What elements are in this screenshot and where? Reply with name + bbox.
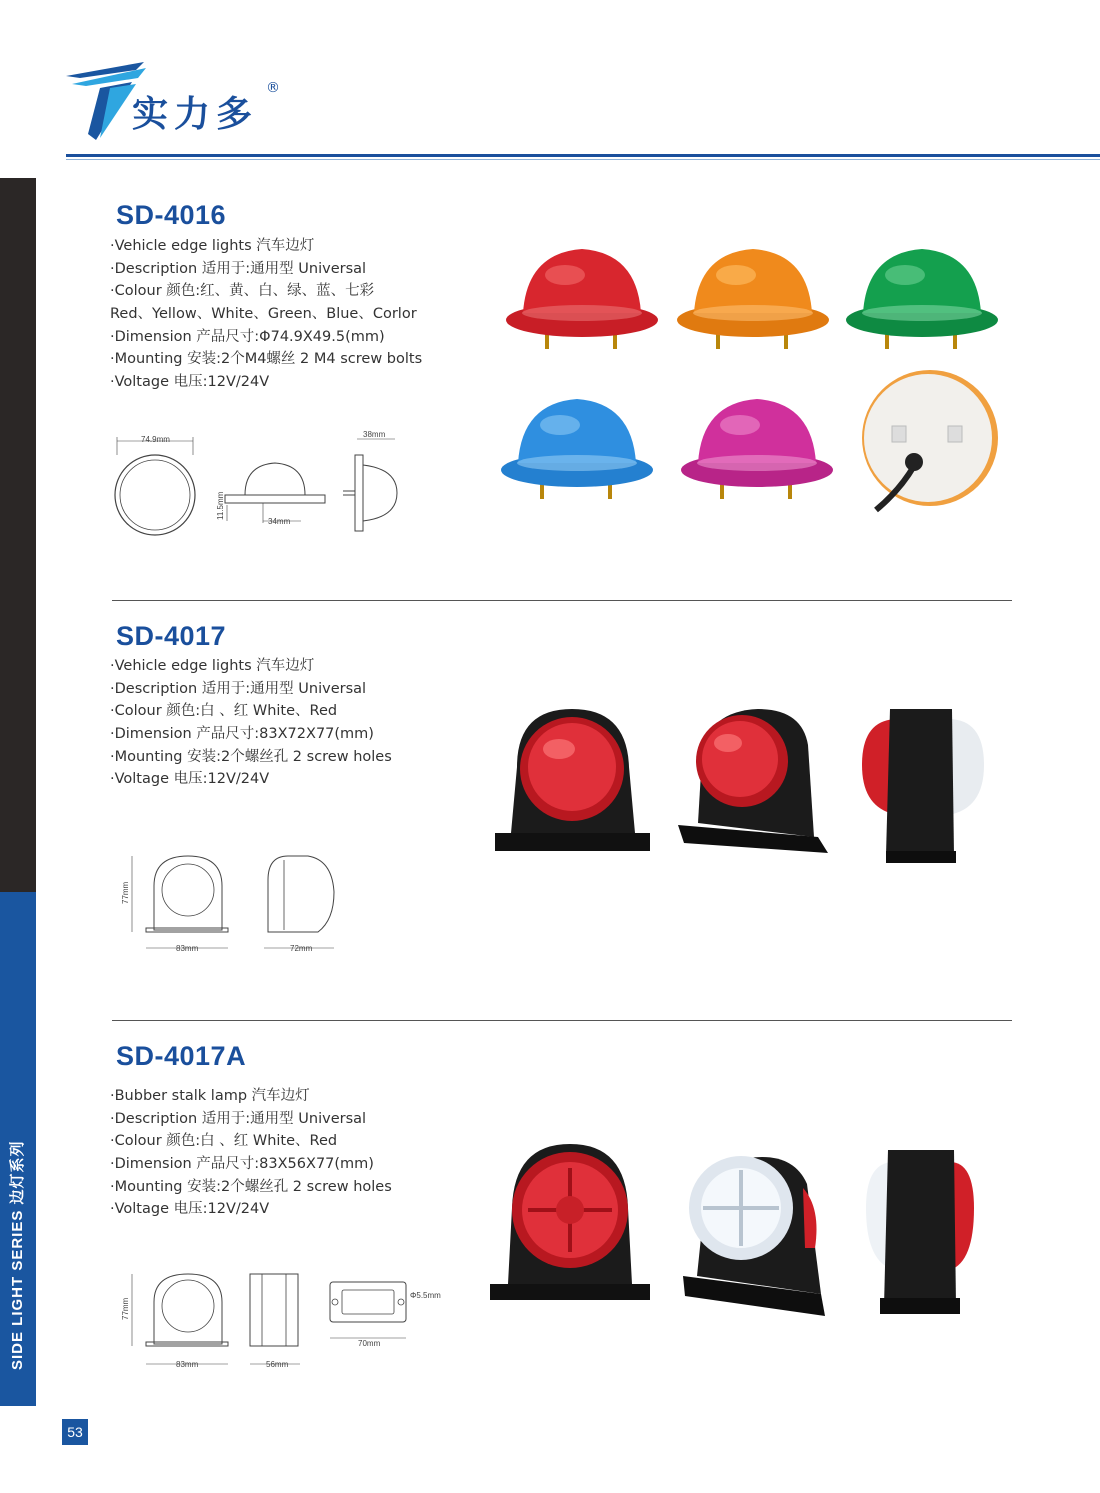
spec-line: ·Bubber stalk lamp 汽车边灯 (110, 1088, 310, 1104)
dimension-label: 74.9mm (141, 435, 170, 444)
spec-line: ·Colour 颜色:白 、红 White、Red (110, 1133, 338, 1150)
spec-line: ·Vehicle edge lights 汽车边灯 (110, 238, 315, 254)
spec-line: ·Colour 颜色:白 、红 White、Red (110, 703, 338, 720)
magenta-dome-lamp-photo (680, 395, 835, 505)
dimension-label: 83mm (176, 944, 199, 953)
dimension-label: 11.5mm (216, 491, 225, 520)
spec-line: ·Voltage 电压:12V/24V (110, 771, 270, 788)
spec-line: ·Voltage 电压:12V/24V (110, 1201, 270, 1218)
spec-line: ·Dimension 产品尺寸:83X72X77(mm) (110, 726, 374, 743)
section-divider (112, 1020, 1012, 1021)
stalk-lamp-front-photo (495, 705, 650, 855)
side-band-dark (0, 178, 36, 892)
product-model-sd4017a: SD-4017A (116, 1041, 247, 1071)
spec-line: ·Mounting 安装:2个M4螺丝 2 M4 screw bolts (110, 351, 423, 368)
dimension-label: 34mm (268, 517, 291, 526)
brand-name: 实力多 (132, 93, 259, 134)
blue-dome-lamp-photo (500, 395, 655, 505)
spec-line: ·Mounting 安装:2个螺丝孔 2 screw holes (110, 1178, 392, 1195)
spec-line: ·Description 适用于:通用型 Universal (110, 1110, 367, 1127)
technical-drawing-sd4016 (105, 425, 405, 545)
header-rule-thin (66, 159, 1100, 160)
registered-mark: ® (266, 80, 280, 96)
spec-line: Red、Yellow、White、Green、Blue、Corlor (110, 306, 417, 323)
stalk-lamp-angle-photo (678, 705, 828, 855)
spec-line: ·Description 适用于:通用型 Universal (110, 680, 367, 697)
dimension-label: 70mm (358, 1339, 381, 1348)
technical-drawing-sd4017a (118, 1268, 458, 1378)
red-dome-lamp-photo (505, 245, 660, 355)
dimension-label: 83mm (176, 1360, 199, 1369)
side-band-label: SIDE LIGHT SERIES 边灯系列 (9, 1140, 26, 1370)
rubber-lamp-front-photo (490, 1138, 650, 1303)
technical-drawing-sd4017 (118, 850, 348, 960)
dimension-label: 77mm (121, 1297, 130, 1320)
section-divider (112, 600, 1012, 601)
dimension-label: 77mm (121, 881, 130, 904)
spec-line: ·Description 适用于:通用型 Universal (110, 260, 367, 277)
spec-line: ·Mounting 安装:2个螺丝孔 2 screw holes (110, 748, 392, 765)
product-model-sd4017: SD-4017 (116, 621, 227, 651)
rubber-lamp-angle-photo (683, 1148, 828, 1318)
header-rule (66, 154, 1100, 157)
stalk-lamp-side-photo (858, 705, 988, 865)
lamp-back-view-photo (860, 370, 1000, 515)
spec-list-sd4017 (110, 655, 392, 791)
spec-line: ·Colour 颜色:红、黄、白、绿、蓝、七彩 (110, 283, 375, 300)
rubber-lamp-side-photo (862, 1146, 977, 1318)
dimension-label: 72mm (290, 944, 313, 953)
spec-list-sd4017a (110, 1085, 392, 1221)
spec-line: ·Voltage 电压:12V/24V (110, 374, 270, 391)
dimension-label: 56mm (266, 1360, 289, 1369)
spec-line: ·Dimension 产品尺寸:Φ74.9X49.5(mm) (110, 328, 385, 345)
page-number: 53 (62, 1419, 88, 1445)
dimension-label: Φ5.5mm (410, 1291, 441, 1300)
amber-dome-lamp-photo (676, 245, 831, 355)
spec-line: ·Vehicle edge lights 汽车边灯 (110, 658, 315, 674)
spec-line: ·Dimension 产品尺寸:83X56X77(mm) (110, 1156, 374, 1173)
product-model-sd4016: SD-4016 (116, 200, 227, 230)
dimension-label: 38mm (363, 430, 386, 439)
spec-list-sd4016 (110, 235, 422, 394)
green-dome-lamp-photo (845, 245, 1000, 355)
